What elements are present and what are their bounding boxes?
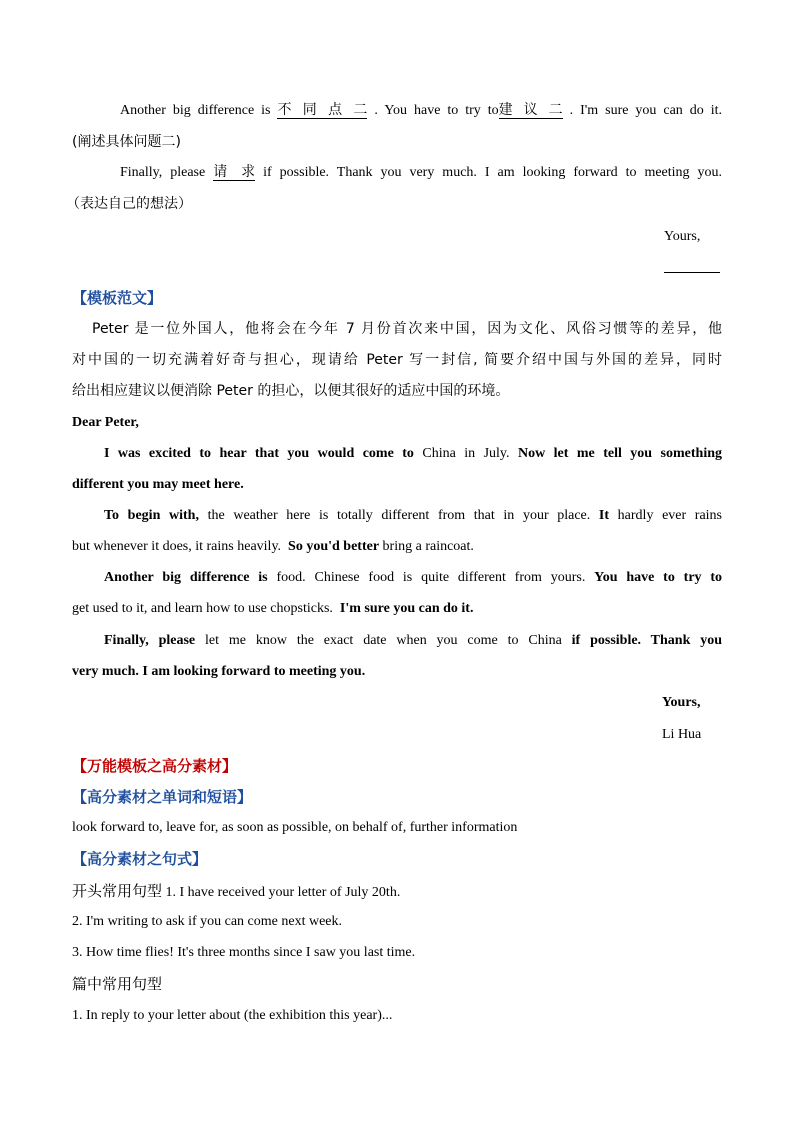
- template-closing: Yours,: [664, 229, 701, 244]
- sample-closing: Yours,: [662, 695, 701, 710]
- sample-signature: Li Hua: [662, 727, 702, 742]
- template-note-thoughts: （表达自己的想法）: [66, 196, 192, 212]
- sample-p2-line-1: To begin with, the weather here is totally different from that in your place. It hardly ever rains: [104, 508, 723, 523]
- sample-p3-line-1: Another big difference is food. Chinese food is quite different from yours. You have to try to: [104, 570, 723, 585]
- words-list: look forward to, leave for, as soon as possible, on behalf of, further information: [72, 820, 518, 835]
- materials-heading: 【万能模板之高分素材】: [72, 757, 238, 775]
- words-heading: 【高分素材之单词和短语】: [72, 788, 253, 806]
- sample-intro-line-3: 给出相应建议以便消除 Peter 的担心，以便其很好的适应中国的环境。: [72, 383, 510, 399]
- sample-p3-line-2: get used to it, and learn how to use chopsticks. I'm sure you can do it.: [72, 601, 474, 616]
- sample-p4-line-1: Finally, please let me know the exact date when you come to China if possible. Thank you: [104, 633, 723, 648]
- template-line-request: Finally, please 请求 if possible. Thank you very much. I am looking forward to meeting you.: [120, 164, 723, 180]
- blank-request: 请求: [213, 164, 256, 180]
- template-signature-line: [664, 272, 720, 273]
- sample-intro-line-1: Peter 是一位外国人，他将会在今年 7 月份首次来中国，因为文化、风俗习惯等的差异，他: [92, 321, 722, 337]
- sample-intro-line-2: 对中国的一切充满着好奇与担心，现请给 Peter 写一封信, 简要介绍中国与外国的差异，同时: [72, 352, 722, 368]
- sample-salutation: Dear Peter,: [72, 415, 139, 430]
- sample-p4-line-2: very much. I am looking forward to meeting you.: [72, 664, 366, 679]
- middle-sentence-1: 1. In reply to your letter about (the exhibition this year)...: [72, 1008, 393, 1023]
- sample-heading: 【模板范文】: [72, 289, 163, 307]
- opening-sentence-3: 3. How time flies! It's three months since I saw you last time.: [72, 945, 416, 960]
- sentences-heading: 【高分素材之句式】: [72, 850, 208, 868]
- opening-sentence-1: 开头常用句型 1. I have received your letter of July 20th.: [72, 882, 401, 900]
- blank-suggestion-two: 建议二: [498, 102, 563, 118]
- sample-p1-line-2: different you may meet here.: [72, 477, 244, 492]
- blank-difference-two: 不同点二: [277, 102, 368, 118]
- opening-sentence-2: 2. I'm writing to ask if you can come next week.: [72, 914, 343, 929]
- middle-label: 篇中常用句型: [72, 975, 163, 993]
- sample-p1-line-1: I was excited to hear that you would come to China in July. Now let me tell you something: [104, 446, 722, 461]
- template-line-difference: Another big difference is 不同点二 . You have to try to建议二 . I'm sure you can do it.: [120, 102, 723, 118]
- opening-label: 开头常用句型: [72, 882, 163, 900]
- template-note-issue-two: (阐述具体问题二): [72, 134, 181, 150]
- sample-p2-line-2: but whenever it does, it rains heavily. So you'd better bring a raincoat.: [72, 539, 474, 554]
